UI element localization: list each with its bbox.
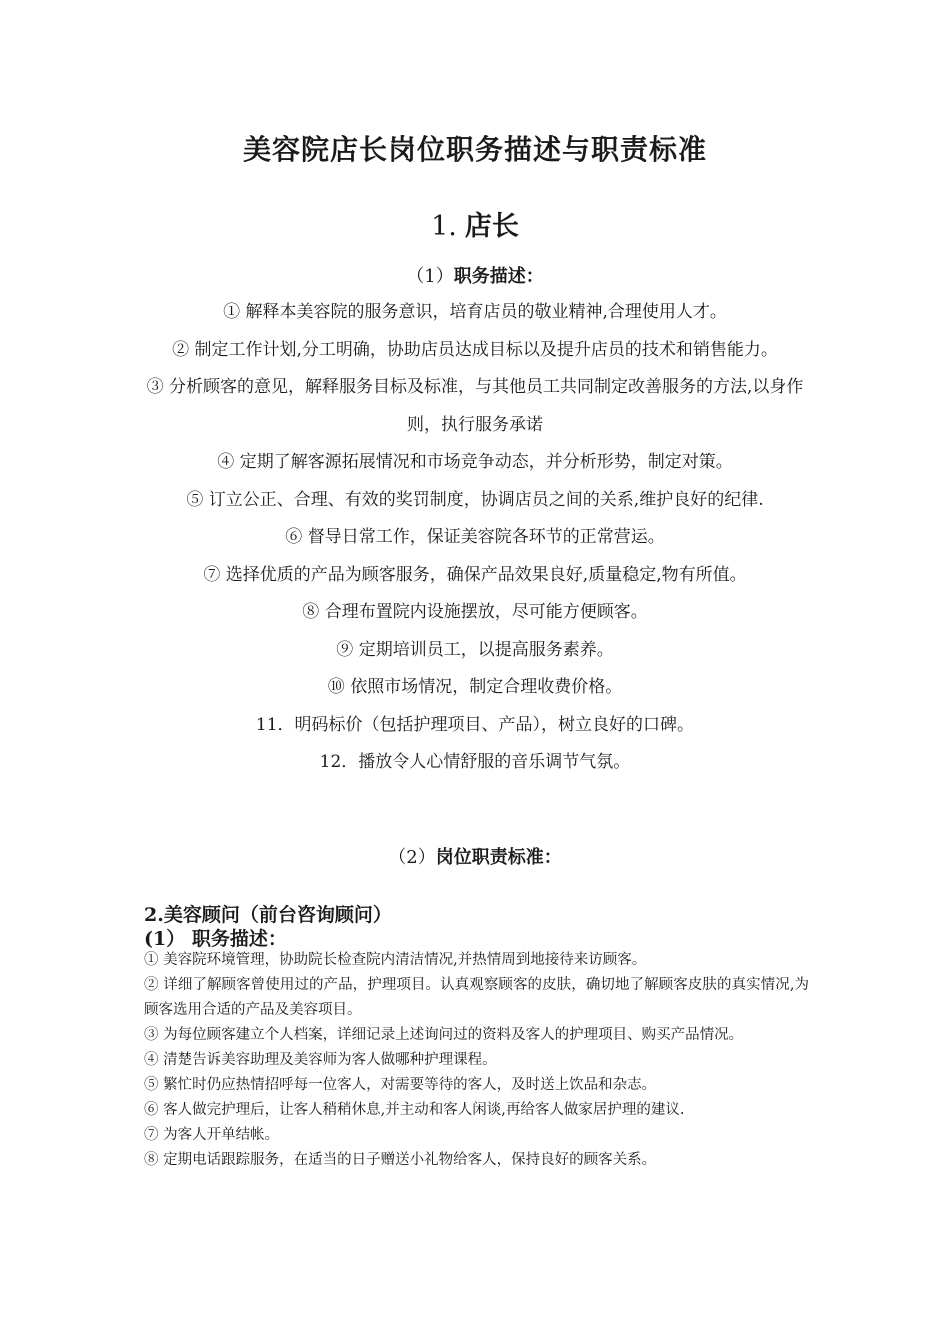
list-item: ⑥ 客人做完护理后，让客人稍稍休息,并主动和客人闲谈,再给客人做家居护理的建议. [144, 1102, 685, 1118]
section-1-number: 1. [431, 211, 457, 242]
subheading-prefix: （2） [388, 847, 436, 868]
list-item: ⑥ 督导日常工作，保证美容院各环节的正常营运。 [285, 527, 665, 547]
section-1-duty-list [140, 294, 810, 782]
list-item: ② 制定工作计划,分工明确，协助店员达成目标以及提升店员的技术和销售能力。 [172, 339, 778, 360]
list-item: ⑦ 为客人开单结帐。 [144, 1127, 280, 1143]
document-title: 美容院店长岗位职务描述与职责标准 [242, 133, 707, 166]
list-item: ③ 为每位顾客建立个人档案，详细记录上述询问过的资料及客人的护理项目、购买产品情况。 [144, 1027, 744, 1043]
subheading-label: 岗位职责标准： [435, 847, 562, 868]
list-item: ⑤ 繁忙时仍应热情招呼每一位客人，对需要等待的客人，及时送上饮品和杂志。 [144, 1077, 657, 1093]
list-item: ⑩ 依照市场情况，制定合理收费价格。 [327, 677, 623, 697]
list-item: ④ 清楚告诉美容助理及美容师为客人做哪种护理课程。 [144, 1052, 497, 1068]
list-item: ⑨ 定期培训员工，以提高服务素养。 [336, 639, 614, 660]
subheading-prefix: （1） [406, 266, 454, 287]
list-item: ⑧ 合理布置院内设施摆放，尽可能方便顾客。 [302, 602, 648, 622]
list-item: ③ 分析顾客的意见，解释服务目标及标准，与其他员工共同制定改善服务的方法,以身作则，执行服务承诺 [146, 377, 804, 435]
list-item: ① 美容院环境管理，协助院长检查院内清洁情况,并热情周到地接待来访顾客。 [144, 952, 647, 968]
list-item: ① 解释本美容院的服务意识，培育店员的敬业精神,合理使用人才。 [223, 302, 727, 322]
section-2-heading: 2.美容顾问（前台咨询顾问） [144, 904, 392, 926]
list-item: ⑦ 选择优质的产品为顾客服务，确保产品效果良好,质量稳定,物有所值。 [203, 564, 747, 585]
list-item: ④ 定期了解客源拓展情况和市场竞争动态，并分析形势，制定对策。 [217, 452, 733, 472]
section-2-duty-list [144, 948, 809, 1173]
section-2-subheading-duties: (1） 职务描述： [144, 928, 287, 950]
section-1-label: 店长 [464, 211, 519, 242]
section-1-subheading-duties [0, 262, 950, 288]
list-item: ② 详细了解顾客曾使用过的产品，护理项目。认真观察顾客的皮肤，确切地了解顾客皮肤的真实情况,为顾客选用合适的产品及美容项目。 [144, 977, 809, 1018]
subheading-label: 职务描述： [453, 266, 544, 287]
list-item: 11．明码标价（包括护理项目、产品），树立良好的口碑。 [255, 714, 695, 735]
section-1-heading [0, 204, 950, 243]
list-item: ⑤ 订立公正、合理、有效的奖罚制度，协调店员之间的关系,维护良好的纪律. [186, 489, 764, 510]
list-item: ⑧ 定期电话跟踪服务，在适当的日子赠送小礼物给客人，保持良好的顾客关系。 [144, 1152, 657, 1168]
list-item: 12．播放令人心情舒服的音乐调节气氛。 [319, 752, 631, 772]
section-1-subheading-standards [0, 843, 950, 869]
